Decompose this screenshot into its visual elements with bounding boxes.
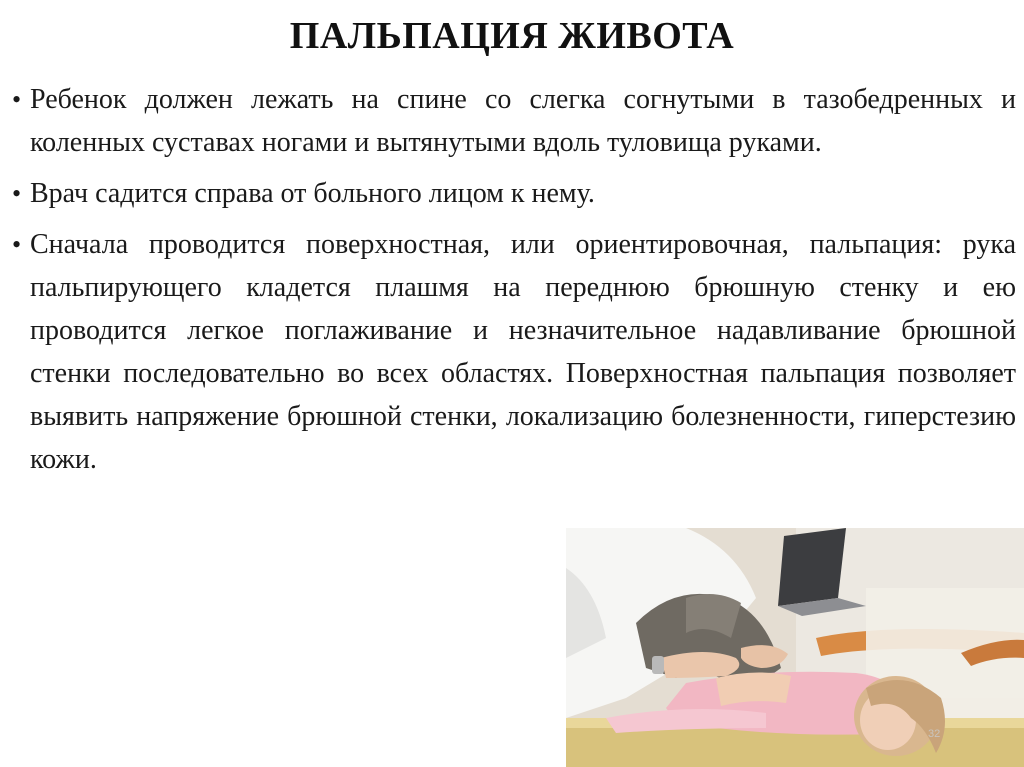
bullet-item-palpation: [12, 223, 1016, 481]
palpation-photo: [566, 528, 1024, 767]
bullet-item-position: [12, 78, 1016, 164]
bullet-list: [12, 78, 1016, 489]
bullet-icon: •: [12, 230, 22, 259]
bullet-icon: •: [12, 179, 22, 208]
bullet-text: Врач садится справа от больного лицом к нему.: [30, 178, 595, 209]
bullet-item-doctor: [12, 172, 1016, 215]
bullet-text: Ребенок должен лежать на спине со слегка согнутыми в тазобедренных и коленных суставах ногами и вытянутыми вдоль туловища руками.: [30, 84, 1016, 158]
bullet-text: Сначала проводится поверхностная, или ориентировочная, пальпация: рука пальпирующего кладется плашмя на переднюю брюшную стенку и ею проводится легкое поглаживание и незначительное надавливание брюшной стенки последовательно во всех областях. Поверхностная пальпация позволяет выявить напряжение брюшной стенки, локализацию болезненности, гиперстезию кожи.: [30, 229, 1016, 475]
bullet-icon: •: [12, 85, 22, 114]
slide-title: ПАЛЬПАЦИЯ ЖИВОТА: [289, 15, 735, 57]
page-number: 32: [928, 728, 941, 740]
